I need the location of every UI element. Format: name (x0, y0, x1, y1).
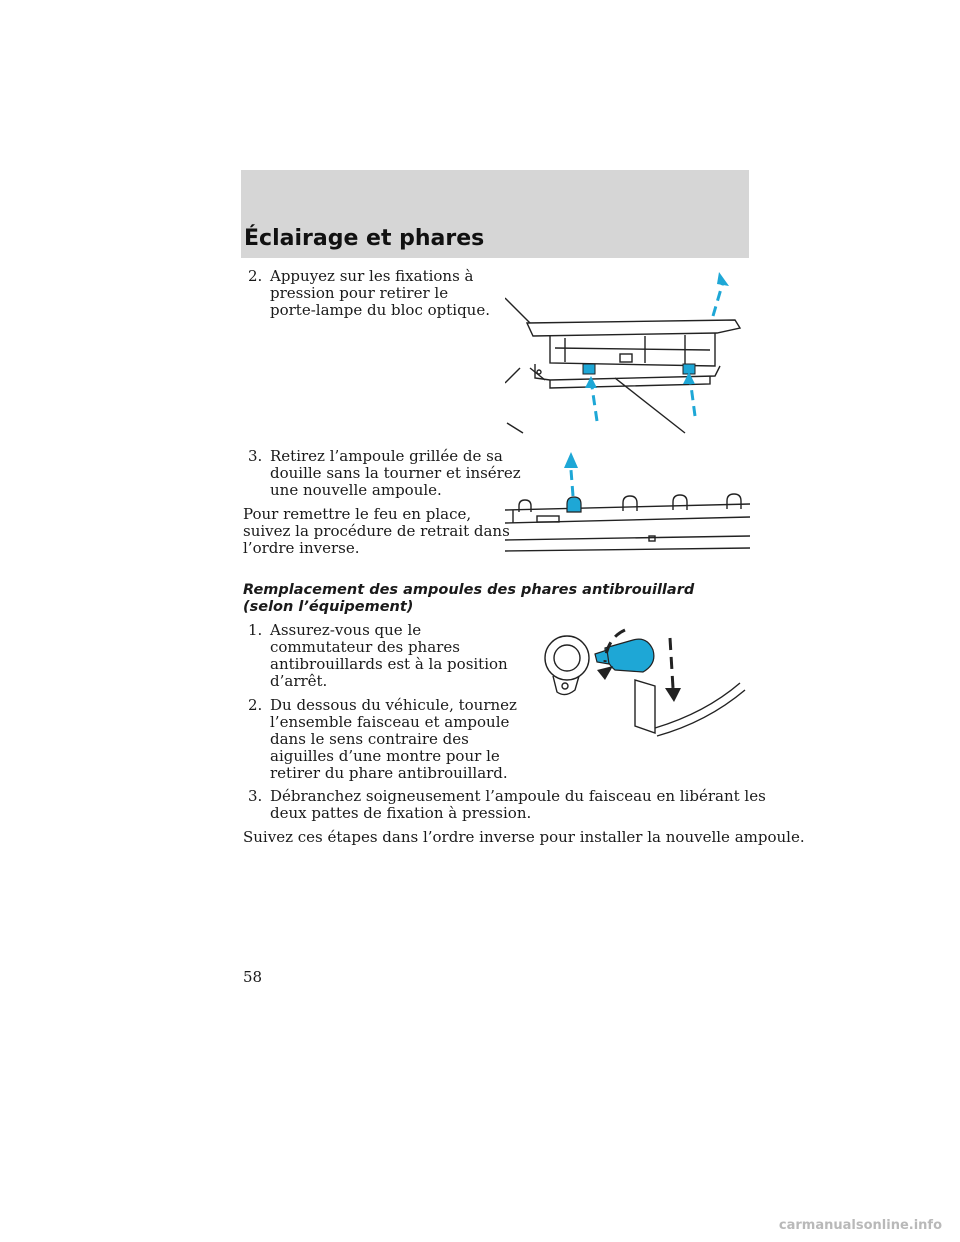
step-number: 3. (248, 787, 263, 805)
step-line: une nouvelle ampoule. (270, 481, 442, 499)
lamp-housing-illustration (505, 268, 755, 438)
step-line: Assurez-vous que le (270, 621, 422, 639)
closing-paragraph: Suivez ces étapes dans l’ordre inverse pour installer la nouvelle ampoule. (243, 828, 805, 846)
section-heading: Remplacement des ampoules des phares antibrouillard (selon l’équipement) (243, 582, 695, 615)
paragraph-line: Pour remettre le feu en place, (243, 505, 472, 523)
page-number: 58 (243, 968, 263, 986)
step-line: Du dessous du véhicule, tournez (270, 696, 517, 714)
step-line: l’ensemble faisceau et ampoule (270, 713, 510, 731)
step-line: deux pattes de fixation à pression. (270, 804, 532, 822)
step-line: aiguilles d’une montre pour le (270, 747, 500, 765)
step-line: antibrouillards est à la position (270, 655, 508, 673)
step-line: dans le sens contraire des (270, 730, 469, 748)
step-line: d’arrêt. (270, 672, 328, 690)
fog-lamp-illustration (535, 618, 750, 738)
step-number: 3. (248, 447, 263, 465)
paragraph-line: suivez la procédure de retrait dans (243, 522, 510, 540)
step-number: 2. (248, 267, 263, 285)
step-line: pression pour retirer le (270, 284, 449, 302)
step-line: Retirez l’ampoule grillée de sa (270, 447, 503, 465)
step-line: Débranchez soigneusement l’ampoule du faisceau en libérant les (270, 787, 766, 805)
step-line: douille sans la tourner et insérez (270, 464, 521, 482)
step-number: 2. (248, 696, 263, 714)
footer-brand: carmanualsonline.info (778, 1218, 942, 1233)
step-number: 1. (248, 621, 263, 639)
bulb-socket-illustration (505, 448, 755, 563)
step-line: porte-lampe du bloc optique. (270, 301, 490, 319)
paragraph-line: l’ordre inverse. (243, 539, 360, 557)
step-line: commutateur des phares (270, 638, 460, 656)
page-title: Éclairage et phares (244, 226, 485, 251)
step-line: retirer du phare antibrouillard. (270, 764, 508, 782)
step-line: Appuyez sur les fixations à (270, 267, 474, 285)
